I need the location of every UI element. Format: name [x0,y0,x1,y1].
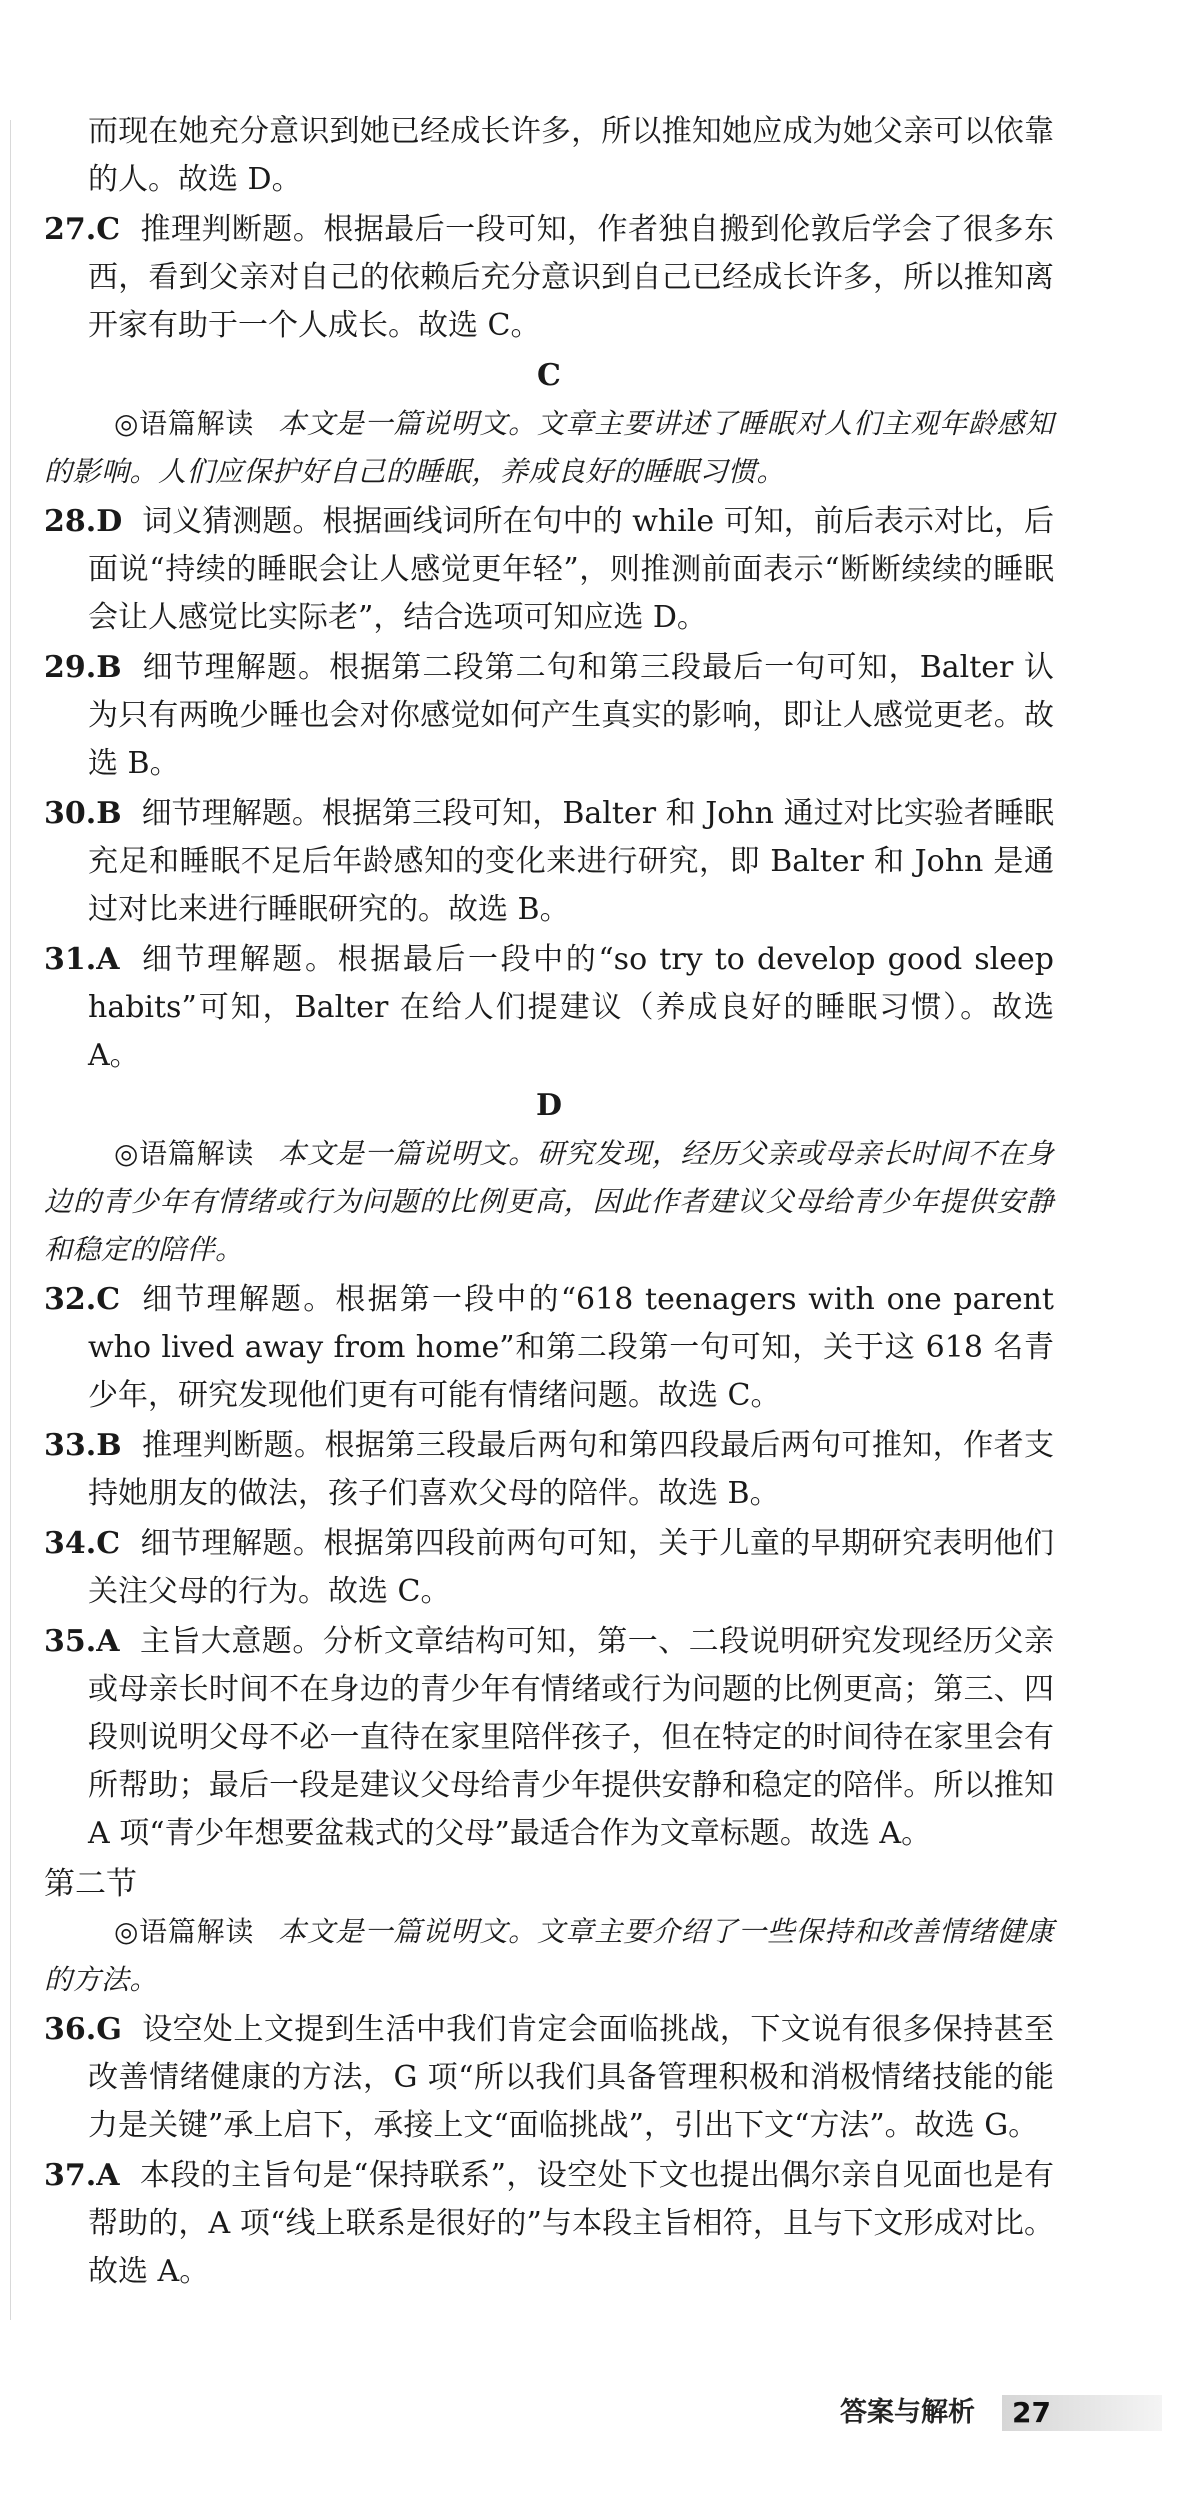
answer-page [44,108,1054,2296]
answer-text: 设空处上文提到生活中我们肯定会面临挑战，下文说有很多保持甚至改善情绪健康的方法，G 项“所以我们具备管理积极和消极情绪技能的能力是关键”承上启下，承接上文“面临挑战”，引出下文“方法”。故选 G。 [88,2012,1054,2143]
reading-tag: ◎语篇解读 [114,407,255,440]
answer-29 [44,644,1054,788]
answer-text: 细节理解题。根据第三段可知，Balter 和 John 通过对比实验者睡眠充足和睡眠不足后年龄感知的变化来进行研究，即 Balter 和 John 是通过对比来进行睡眠研究的。故选 B。 [88,796,1054,927]
answer-text: 细节理解题。根据第一段中的“618 teenagers with one parent who lived away from home”和第二段第一句可知，关于这 618 名青少年，研究发现他们更有可能有情绪问题。故选 C。 [88,1282,1054,1413]
answer-text: 词义猜测题。根据画线词所在句中的 while 可知，前后表示对比，后面说“持续的睡眠会让人感觉更年轻”，则推测前面表示“断断续续的睡眠会让人感觉比实际老”，结合选项可知应选 D。 [88,504,1054,635]
answer-number: 33.B [44,1428,122,1463]
answer-33 [44,1422,1054,1518]
reading-summary-d [44,1130,1054,1274]
answer-number: 29.B [44,650,122,685]
answer-number: 32.C [44,1282,121,1317]
paragraph-continuation: 而现在她充分意识到她已经成长许多，所以推知她应成为她父亲可以依靠的人。故选 D。 [88,114,1054,197]
answer-27 [44,206,1054,350]
answer-number: 31.A [44,942,120,977]
answer-text: 细节理解题。根据第二段第二句和第三段最后一句可知，Balter 认为只有两晚少睡也会对你感觉如何产生真实的影响，即让人感觉更老。故选 B。 [88,650,1054,781]
reading-summary-part2 [44,1908,1054,2004]
reading-summary-c [44,400,1054,496]
reading-text: 本文是一篇说明文。文章主要讲述了睡眠对人们主观年龄感知的影响。人们应保护好自己的睡眠，养成良好的睡眠习惯。 [44,407,1054,488]
answer-number: 35.A [44,1624,120,1659]
part-heading: 第二节 [44,1866,137,1902]
reading-tag: ◎语篇解读 [114,1915,255,1948]
reading-text: 本文是一篇说明文。研究发现，经历父亲或母亲长时间不在身边的青少年有情绪或行为问题的比例更高，因此作者建议父母给青少年提供安静和稳定的陪伴。 [44,1137,1054,1266]
answer-number: 28.D [44,504,123,539]
answer-number: 37.A [44,2158,120,2193]
answer-37 [44,2152,1054,2296]
answer-28 [44,498,1054,642]
reading-text: 本文是一篇说明文。文章主要介绍了一些保持和改善情绪健康的方法。 [44,1915,1054,1996]
answer-36 [44,2006,1054,2150]
answer-number: 27.C [44,212,121,247]
answer-32 [44,1276,1054,1420]
answer-number: 30.B [44,796,122,831]
answer-text: 细节理解题。根据第四段前两句可知，关于儿童的早期研究表明他们关注父母的行为。故选 C。 [88,1526,1054,1609]
answer-31 [44,936,1054,1080]
section-heading-d: D [535,1088,562,1123]
answer-text: 主旨大意题。分析文章结构可知，第一、二段说明研究发现经历父亲或母亲长时间不在身边的青少年有情绪或行为问题的比例更高；第三、四段则说明父母不必一直待在家里陪伴孩子，但在特定的时间待在家里会有所帮助；最后一段是建议父母给青少年提供安静和稳定的陪伴。所以推知 A 项“青少年想要盆栽式的父母”最适合作为文章标题。故选 A。 [88,1624,1054,1851]
left-margin-rule [10,120,11,2320]
answer-34 [44,1520,1054,1616]
answer-number: 36.G [44,2012,122,2047]
section-heading-c: C [537,358,561,393]
page-number: 27 [1012,2396,1051,2429]
reading-tag: ◎语篇解读 [114,1137,255,1170]
page-footer [840,2393,1162,2433]
footer-label: 答案与解析 [840,2397,975,2428]
answer-number: 34.C [44,1526,121,1561]
answer-text: 推理判断题。根据最后一段可知，作者独自搬到伦敦后学会了很多东西，看到父亲对自己的依赖后充分意识到自己已经成长许多，所以推知离开家有助于一个人成长。故选 C。 [88,212,1054,343]
answer-text: 本段的主旨句是“保持联系”，设空处下文也提出偶尔亲自见面也是有帮助的，A 项“线上联系是很好的”与本段主旨相符，且与下文形成对比。故选 A。 [88,2158,1054,2289]
answer-text: 推理判断题。根据第三段最后两句和第四段最后两句可推知，作者支持她朋友的做法，孩子们喜欢父母的陪伴。故选 B。 [88,1428,1054,1511]
answer-35 [44,1618,1054,1858]
answer-text: 细节理解题。根据最后一段中的“so try to develop good sleep habits”可知，Balter 在给人们提建议（养成良好的睡眠习惯）。故选 A。 [88,942,1054,1073]
answer-30 [44,790,1054,934]
